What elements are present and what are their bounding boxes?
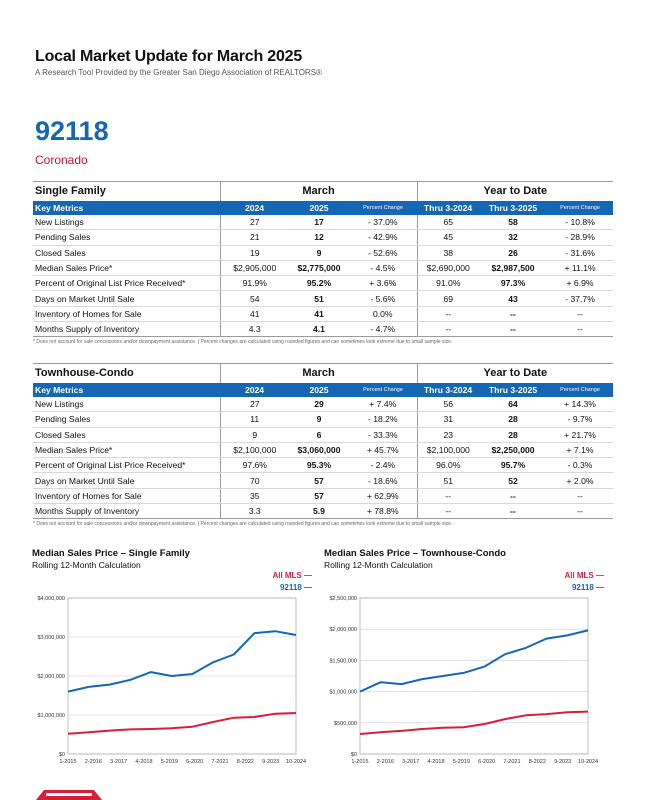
metric-value: -- bbox=[547, 488, 613, 503]
metric-value: 12 bbox=[289, 230, 349, 245]
metric-value: 91.9% bbox=[220, 276, 289, 291]
column-header: Key Metrics bbox=[33, 201, 220, 215]
metric-value: 32 bbox=[479, 230, 547, 245]
x-tick-label: 8-2022 bbox=[528, 759, 546, 765]
metric-value: 43 bbox=[479, 291, 547, 306]
x-tick-label: 1-2015 bbox=[351, 759, 369, 765]
x-tick-label: 2-2016 bbox=[84, 759, 102, 765]
metric-value: 29 bbox=[289, 397, 349, 412]
metric-value: 95.3% bbox=[289, 458, 349, 473]
townhouse-condo-section bbox=[33, 363, 613, 527]
x-tick-label: 10-2024 bbox=[285, 759, 307, 765]
metric-value: 38 bbox=[417, 245, 479, 260]
report-header bbox=[35, 48, 322, 77]
metric-value: $2,100,000 bbox=[417, 442, 479, 457]
metric-value: 9 bbox=[289, 412, 349, 427]
metric-value: - 0.3% bbox=[547, 458, 613, 473]
table-row bbox=[33, 412, 613, 427]
metric-value: 27 bbox=[220, 215, 289, 230]
table-row bbox=[33, 458, 613, 473]
column-header: Thru 3-2025 bbox=[479, 383, 547, 397]
group-ytd: Year to Date bbox=[417, 182, 613, 201]
metric-value: 51 bbox=[289, 291, 349, 306]
metric-value: $2,987,500 bbox=[479, 260, 547, 275]
metric-value: + 3.6% bbox=[349, 276, 417, 291]
chart-subtitle: Rolling 12-Month Calculation bbox=[324, 560, 433, 570]
table-row bbox=[33, 504, 613, 519]
metric-value: 41 bbox=[220, 306, 289, 321]
metric-value: 64 bbox=[479, 397, 547, 412]
zip-code: 92118 bbox=[35, 116, 109, 146]
metric-value: -- bbox=[479, 306, 547, 321]
metric-label: Inventory of Homes for Sale bbox=[33, 306, 220, 321]
metric-value: 69 bbox=[417, 291, 479, 306]
metric-value: $2,775,000 bbox=[289, 260, 349, 275]
metric-value: 57 bbox=[289, 488, 349, 503]
y-tick-label: $1,500,000 bbox=[329, 658, 357, 665]
metric-value: - 18.2% bbox=[349, 412, 417, 427]
metric-value: 28 bbox=[479, 412, 547, 427]
table-row bbox=[33, 306, 613, 321]
table-header-row bbox=[33, 201, 613, 215]
metric-value: 65 bbox=[417, 215, 479, 230]
y-tick-label: $2,500,000 bbox=[329, 596, 357, 602]
logo-stripe bbox=[46, 793, 92, 796]
metric-value: + 7.4% bbox=[349, 397, 417, 412]
series-line-zip bbox=[68, 631, 296, 691]
metric-value: -- bbox=[547, 504, 613, 519]
y-tick-label: $4,000,000 bbox=[37, 596, 65, 602]
metric-label: Closed Sales bbox=[33, 427, 220, 442]
x-tick-label: 9-2023 bbox=[554, 759, 572, 765]
metric-value: - 18.6% bbox=[349, 473, 417, 488]
x-tick-label: 7-2021 bbox=[503, 759, 521, 765]
y-tick-label: $1,000,000 bbox=[329, 689, 357, 696]
metric-value: - 52.6% bbox=[349, 245, 417, 260]
metric-label: Months Supply of Inventory bbox=[33, 322, 220, 337]
chart-title: Median Sales Price – Single Family bbox=[32, 548, 190, 559]
metric-value: 11 bbox=[220, 412, 289, 427]
legend-zip: 92118 — bbox=[279, 583, 312, 592]
metric-value: 96.0% bbox=[417, 458, 479, 473]
metric-value: 4.3 bbox=[220, 322, 289, 337]
metric-value: 58 bbox=[479, 215, 547, 230]
metric-value: 97.3% bbox=[479, 276, 547, 291]
x-tick-label: 3-2017 bbox=[110, 759, 128, 765]
metric-value: + 6.9% bbox=[547, 276, 613, 291]
metric-label: Days on Market Until Sale bbox=[33, 291, 220, 306]
chart-single-family bbox=[32, 548, 312, 765]
metric-value: 19 bbox=[220, 245, 289, 260]
legend-all-mls: All MLS — bbox=[564, 571, 604, 580]
metric-value: 45 bbox=[417, 230, 479, 245]
metric-value: 41 bbox=[289, 306, 349, 321]
metric-value: - 37.0% bbox=[349, 215, 417, 230]
metric-value: - 31.6% bbox=[547, 245, 613, 260]
table-row bbox=[33, 260, 613, 275]
y-tick-label: $0 bbox=[58, 752, 65, 758]
metric-label: Percent of Original List Price Received* bbox=[33, 276, 220, 291]
table-row bbox=[33, 397, 613, 412]
metric-value: 17 bbox=[289, 215, 349, 230]
metric-value: 4.1 bbox=[289, 322, 349, 337]
y-tick-label: $2,000,000 bbox=[37, 674, 65, 680]
metric-value: $2,100,000 bbox=[220, 442, 289, 457]
metric-value: + 62.9% bbox=[349, 488, 417, 503]
metric-value: - 9.7% bbox=[547, 412, 613, 427]
metric-value: + 7.1% bbox=[547, 442, 613, 457]
metric-value: 95.2% bbox=[289, 276, 349, 291]
column-header: 2024 bbox=[220, 201, 289, 215]
metric-value: -- bbox=[547, 306, 613, 321]
metric-value: + 45.7% bbox=[349, 442, 417, 457]
x-tick-label: 5-2019 bbox=[160, 759, 178, 765]
y-tick-label: $3,000,000 bbox=[37, 635, 65, 641]
metric-value: $3,060,000 bbox=[289, 442, 349, 457]
metric-label: Pending Sales bbox=[33, 230, 220, 245]
report-subtitle: A Research Tool Provided by the Greater San Diego Association of REALTORS® bbox=[35, 68, 322, 77]
group-ytd: Year to Date bbox=[417, 364, 613, 383]
group-month: March bbox=[220, 182, 417, 201]
series-line-all-mls bbox=[68, 713, 296, 734]
legend-all-mls: All MLS — bbox=[272, 571, 312, 580]
y-tick-label: $0 bbox=[350, 752, 357, 758]
metric-value: -- bbox=[547, 322, 613, 337]
metric-value: 9 bbox=[220, 427, 289, 442]
sf-body bbox=[33, 215, 613, 337]
metric-value: + 21.7% bbox=[547, 427, 613, 442]
metric-value: -- bbox=[417, 306, 479, 321]
column-header: 2024 bbox=[220, 383, 289, 397]
table-row bbox=[33, 473, 613, 488]
metric-value: 54 bbox=[220, 291, 289, 306]
table-row bbox=[33, 291, 613, 306]
column-header: Percent Change bbox=[547, 201, 613, 215]
metric-value: 97.6% bbox=[220, 458, 289, 473]
metric-value: - 4.7% bbox=[349, 322, 417, 337]
x-tick-label: 8-2022 bbox=[236, 759, 254, 765]
metric-value: - 4.5% bbox=[349, 260, 417, 275]
report-title: Local Market Update for March 2025 bbox=[35, 48, 303, 65]
column-header: Thru 3-2024 bbox=[417, 383, 479, 397]
single-family-table bbox=[33, 181, 613, 337]
metric-value: - 2.4% bbox=[349, 458, 417, 473]
table-row bbox=[33, 215, 613, 230]
table-header-row bbox=[33, 383, 613, 397]
chart-townhouse-condo bbox=[324, 548, 604, 765]
column-header: Percent Change bbox=[349, 383, 417, 397]
table-row bbox=[33, 322, 613, 337]
chart-plot bbox=[324, 592, 599, 772]
tc-body bbox=[33, 397, 613, 519]
city-name: Coronado bbox=[35, 153, 88, 167]
metric-value: -- bbox=[417, 322, 479, 337]
metric-value: + 78.8% bbox=[349, 504, 417, 519]
metric-value: 27 bbox=[220, 397, 289, 412]
metric-label: Median Sales Price* bbox=[33, 442, 220, 457]
table-row bbox=[33, 230, 613, 245]
metric-value: 95.7% bbox=[479, 458, 547, 473]
metric-value: 26 bbox=[479, 245, 547, 260]
metric-value: 9 bbox=[289, 245, 349, 260]
column-header: Percent Change bbox=[349, 201, 417, 215]
metric-value: -- bbox=[417, 504, 479, 519]
table-row bbox=[33, 276, 613, 291]
metric-label: Median Sales Price* bbox=[33, 260, 220, 275]
y-tick-label: $500,000 bbox=[334, 720, 357, 727]
metric-label: New Listings bbox=[33, 215, 220, 230]
metric-value: - 28.9% bbox=[547, 230, 613, 245]
x-tick-label: 10-2024 bbox=[577, 759, 599, 765]
x-tick-label: 5-2019 bbox=[452, 759, 470, 765]
metric-value: - 5.6% bbox=[349, 291, 417, 306]
metric-value: -- bbox=[479, 488, 547, 503]
metric-value: 35 bbox=[220, 488, 289, 503]
column-header: Thru 3-2024 bbox=[417, 201, 479, 215]
table-label: Townhouse-Condo bbox=[33, 364, 220, 383]
metric-value: - 42.9% bbox=[349, 230, 417, 245]
metric-value: - 33.3% bbox=[349, 427, 417, 442]
x-tick-label: 6-2020 bbox=[478, 759, 496, 765]
metric-value: 57 bbox=[289, 473, 349, 488]
metric-value: 56 bbox=[417, 397, 479, 412]
metric-label: Percent of Original List Price Received* bbox=[33, 458, 220, 473]
metric-value: -- bbox=[417, 488, 479, 503]
legend-zip: 92118 — bbox=[571, 583, 604, 592]
y-tick-label: $1,000,000 bbox=[37, 713, 65, 719]
metric-value: 28 bbox=[479, 427, 547, 442]
metric-value: 6 bbox=[289, 427, 349, 442]
metric-value: $2,690,000 bbox=[417, 260, 479, 275]
single-family-section bbox=[33, 181, 613, 345]
x-tick-label: 2-2016 bbox=[376, 759, 394, 765]
x-tick-label: 4-2018 bbox=[135, 759, 153, 765]
metric-value: 31 bbox=[417, 412, 479, 427]
table-row bbox=[33, 245, 613, 260]
table-footnote: * Does not account for sale concessions and/or downpayment assistance. | Percent changes are calculated using rounded figures and can sometimes look extreme due to small sample size. bbox=[33, 521, 453, 528]
metric-label: Inventory of Homes for Sale bbox=[33, 488, 220, 503]
metric-value: 70 bbox=[220, 473, 289, 488]
metric-label: Months Supply of Inventory bbox=[33, 504, 220, 519]
metric-value: + 11.1% bbox=[547, 260, 613, 275]
metric-value: 23 bbox=[417, 427, 479, 442]
table-label: Single Family bbox=[33, 182, 220, 201]
x-tick-label: 1-2015 bbox=[59, 759, 77, 765]
metric-value: 21 bbox=[220, 230, 289, 245]
x-tick-label: 7-2021 bbox=[211, 759, 229, 765]
metric-value: $2,250,000 bbox=[479, 442, 547, 457]
column-header: Percent Change bbox=[547, 383, 613, 397]
metric-value: 0.0% bbox=[349, 306, 417, 321]
x-tick-label: 6-2020 bbox=[186, 759, 204, 765]
x-tick-label: 3-2017 bbox=[402, 759, 420, 765]
chart-subtitle: Rolling 12-Month Calculation bbox=[32, 560, 141, 570]
chart-plot bbox=[32, 592, 307, 772]
metric-label: Closed Sales bbox=[33, 245, 220, 260]
metric-label: New Listings bbox=[33, 397, 220, 412]
column-header: 2025 bbox=[289, 201, 349, 215]
metric-value: $2,905,000 bbox=[220, 260, 289, 275]
column-header: 2025 bbox=[289, 383, 349, 397]
column-header: Thru 3-2025 bbox=[479, 201, 547, 215]
chart-legend bbox=[564, 570, 604, 594]
metric-value: -- bbox=[479, 504, 547, 519]
y-tick-label: $2,000,000 bbox=[329, 627, 357, 634]
metric-label: Pending Sales bbox=[33, 412, 220, 427]
chart-title: Median Sales Price – Townhouse-Condo bbox=[324, 548, 506, 559]
association-logo bbox=[34, 786, 104, 800]
metric-value: 51 bbox=[417, 473, 479, 488]
column-header: Key Metrics bbox=[33, 383, 220, 397]
table-footnote: * Does not account for sale concessions and/or downpayment assistance. | Percent changes are calculated using rounded figures and can sometimes look extreme due to small sample size. bbox=[33, 339, 453, 346]
table-row bbox=[33, 442, 613, 457]
table-row bbox=[33, 427, 613, 442]
group-month: March bbox=[220, 364, 417, 383]
metric-value: + 14.3% bbox=[547, 397, 613, 412]
x-tick-label: 9-2023 bbox=[262, 759, 280, 765]
metric-value: - 10.8% bbox=[547, 215, 613, 230]
townhouse-condo-table bbox=[33, 363, 613, 519]
metric-value: + 2.0% bbox=[547, 473, 613, 488]
metric-value: - 37.7% bbox=[547, 291, 613, 306]
series-line-zip bbox=[360, 630, 588, 691]
table-row bbox=[33, 488, 613, 503]
metric-value: -- bbox=[479, 322, 547, 337]
metric-label: Days on Market Until Sale bbox=[33, 473, 220, 488]
metric-value: 3.3 bbox=[220, 504, 289, 519]
chart-legend bbox=[272, 570, 312, 594]
metric-value: 52 bbox=[479, 473, 547, 488]
x-tick-label: 4-2018 bbox=[427, 759, 445, 765]
metric-value: 91.0% bbox=[417, 276, 479, 291]
metric-value: 5.9 bbox=[289, 504, 349, 519]
